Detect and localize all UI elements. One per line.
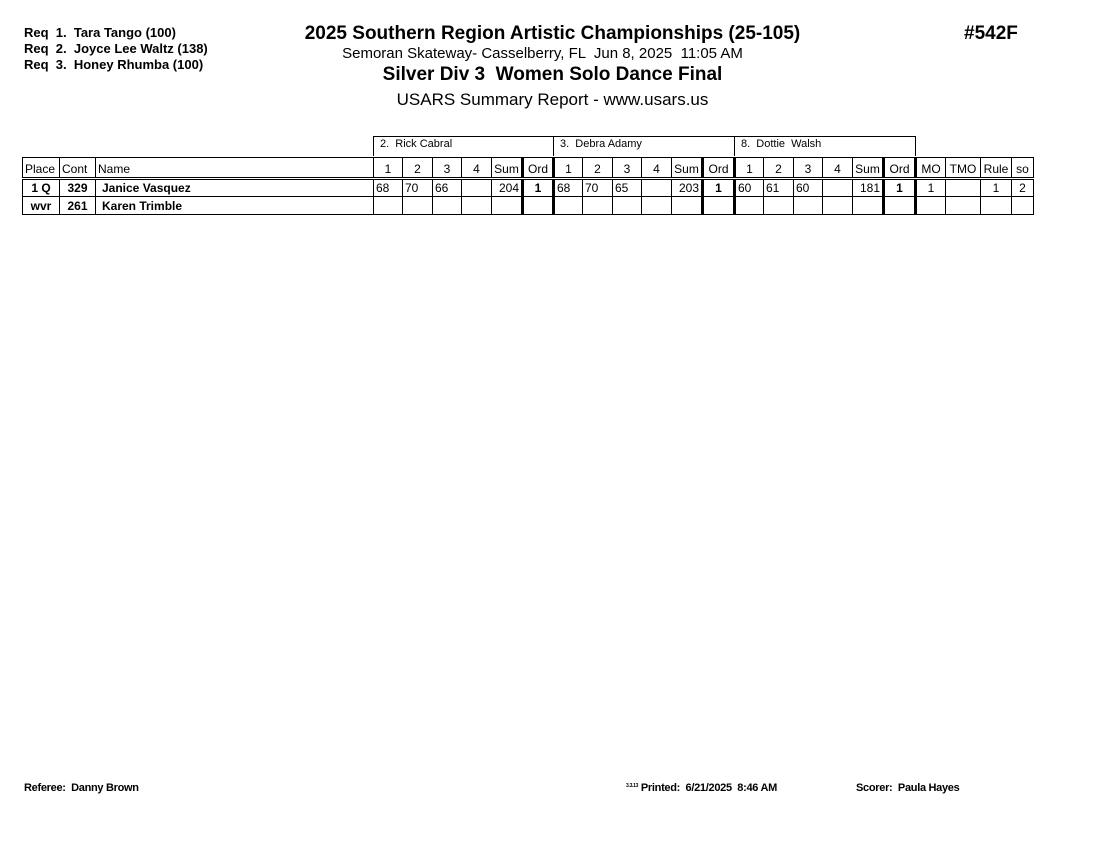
col-j1-s2: 2 [403,158,433,179]
col-j2-sum: Sum [672,158,703,179]
cont-cell: 261 [60,197,96,215]
judge-header-3: 8. Dottie Walsh [734,136,916,156]
col-j3-ord: Ord [884,158,916,179]
col-j2-s3: 3 [613,158,642,179]
col-j1-sum: Sum [492,158,523,179]
venue-line: Semoran Skateway- Casselberry, FL Jun 8, 2025 11:05 AM [342,45,743,62]
j1-s4 [462,179,492,197]
skater-name: Janice Vasquez [96,179,374,197]
j2-s1 [554,197,583,215]
so-cell: 2 [1012,179,1034,197]
j2-s3 [613,197,642,215]
j3-sum: 181 [853,179,884,197]
col-j1-s4: 4 [462,158,492,179]
rule-cell [981,197,1012,215]
rule-cell: 1 [981,179,1012,197]
j1-s2: 70 [403,179,433,197]
tmo-cell [946,179,981,197]
j2-sum [672,197,703,215]
col-j2-s4: 4 [642,158,672,179]
results-table [22,157,1034,215]
j1-s1: 68 [374,179,403,197]
j3-s2 [764,197,794,215]
tmo-cell [946,197,981,215]
j3-s4 [823,179,853,197]
skater-name: Karen Trimble [96,197,374,215]
j3-s3 [794,197,823,215]
j1-sum [492,197,523,215]
j3-s4 [823,197,853,215]
place-cell: wvr [23,197,60,215]
j2-s4 [642,197,672,215]
col-j2-s1: 1 [554,158,583,179]
j1-s1 [374,197,403,215]
col-j2-s2: 2 [583,158,613,179]
j3-s2: 61 [764,179,794,197]
j2-ord: 1 [703,179,735,197]
referee-label: Referee: Danny Brown [24,782,139,794]
judge-header-1: 2. Rick Cabral [373,136,554,156]
col-j3-s1: 1 [735,158,764,179]
judge-header-2: 3. Debra Adamy [553,136,735,156]
j2-s4 [642,179,672,197]
version-label: 3.3.13 [626,783,639,789]
event-title: Silver Div 3 Women Solo Dance Final [382,64,723,85]
col-j1-s1: 1 [374,158,403,179]
so-cell [1012,197,1034,215]
report-title: USARS Summary Report - www.usars.us [396,90,709,109]
j1-ord [523,197,554,215]
cont-cell: 329 [60,179,96,197]
event-number: #542F [964,23,1018,44]
table-row [23,179,1034,197]
col-name: Name [96,158,374,179]
j2-s1: 68 [554,179,583,197]
col-place: Place [23,158,60,179]
j1-sum: 204 [492,179,523,197]
col-j3-s4: 4 [823,158,853,179]
mo-cell: 1 [916,179,946,197]
j1-ord: 1 [523,179,554,197]
printed-block [626,782,777,794]
col-so: so [1012,158,1034,179]
mo-cell [916,197,946,215]
j2-s3: 65 [613,179,642,197]
j3-s1 [735,197,764,215]
col-j3-s3: 3 [794,158,823,179]
table-row [23,197,1034,215]
col-rule: Rule [981,158,1012,179]
col-j1-s3: 3 [433,158,462,179]
competition-title: 2025 Southern Region Artistic Championships (25-105) [304,23,801,44]
j3-ord: 1 [884,179,916,197]
printed-label: Printed: 6/21/2025 8:46 AM [640,782,777,794]
j1-s3 [433,197,462,215]
col-mo: MO [916,158,946,179]
request-2: Req 2. Joyce Lee Waltz (138) [24,41,208,56]
col-cont: Cont [60,158,96,179]
col-j2-ord: Ord [703,158,735,179]
j3-s3: 60 [794,179,823,197]
col-j3-s2: 2 [764,158,794,179]
col-tmo: TMO [946,158,981,179]
j3-ord [884,197,916,215]
col-j1-ord: Ord [523,158,554,179]
j3-sum [853,197,884,215]
j1-s4 [462,197,492,215]
j1-s2 [403,197,433,215]
j2-ord [703,197,735,215]
j1-s3: 66 [433,179,462,197]
place-cell: 1 Q [23,179,60,197]
col-j3-sum: Sum [853,158,884,179]
j2-sum: 203 [672,179,703,197]
j3-s1: 60 [735,179,764,197]
table-header-row [23,158,1034,179]
request-3: Req 3. Honey Rhumba (100) [24,57,204,72]
j2-s2: 70 [583,179,613,197]
scorer-label: Scorer: Paula Hayes [856,782,960,794]
j2-s2 [583,197,613,215]
request-1: Req 1. Tara Tango (100) [24,25,176,40]
